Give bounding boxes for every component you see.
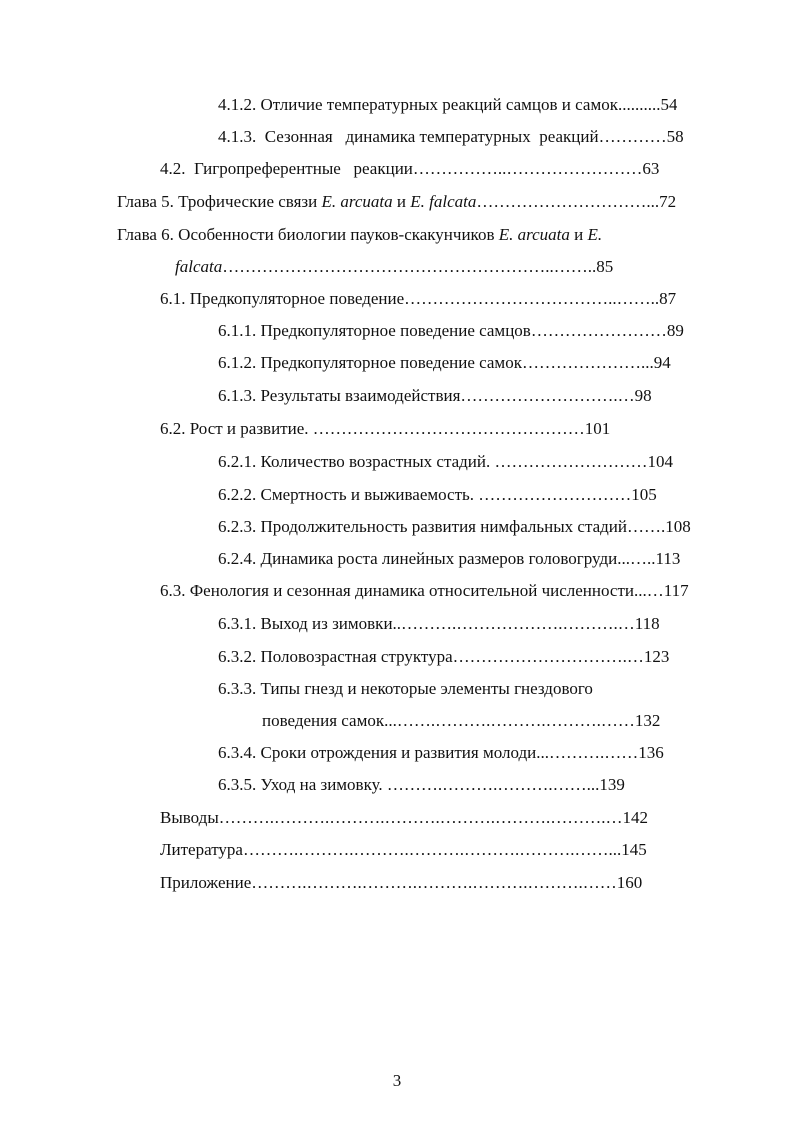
toc-text: Глава 6. Особенности биологии пауков-скакунчиков [117, 225, 499, 244]
toc-page: 54 [660, 95, 678, 114]
toc-species: falcata [175, 257, 223, 276]
toc-dots: ……………………… [494, 452, 648, 471]
toc-page: 136 [638, 743, 664, 762]
toc-page: 85 [596, 257, 614, 276]
toc-dots: ..……….……………….……….… [392, 614, 635, 633]
toc-dots: ...….. [617, 549, 656, 568]
toc-line-6-1-3 [218, 385, 652, 407]
toc-text: 6.1.1. Предкопуляторное поведение самцов [218, 321, 531, 340]
toc-page: 89 [666, 321, 684, 340]
toc-text: 6.2.3. Продолжительность развития нимфальных стадий [218, 517, 627, 536]
toc-species: E. arcuata [498, 225, 570, 244]
toc-line-6-1-1 [218, 320, 684, 342]
toc-page: 101 [584, 419, 611, 438]
toc-page: 94 [653, 353, 671, 372]
toc-line-chapter-5 [117, 191, 676, 213]
toc-line-chapter-6 [117, 224, 602, 246]
toc-dots: ………………………………..…….. [404, 289, 660, 308]
toc-dots: ……….……….……….……….……….……….……….… [218, 808, 623, 827]
toc-page: 72 [659, 192, 677, 211]
toc-dots: …………………………... [476, 192, 660, 211]
toc-line-6-2 [160, 418, 610, 440]
toc-page: 142 [622, 808, 649, 827]
toc-text: 6.1.3. Результаты взаимодействия [218, 386, 461, 405]
toc-line-6-2-1 [218, 451, 673, 473]
toc-dots: ...… [633, 581, 664, 600]
toc-dots: ……….……….……….……... [386, 775, 600, 794]
toc-page: 58 [666, 127, 684, 146]
toc-line-6-3-3-cont [262, 710, 660, 732]
toc-dots: .......... [617, 95, 661, 114]
toc-dots: ………………………………………… [312, 419, 585, 438]
toc-line-literature [160, 839, 647, 861]
toc-text: 6.2.2. Смертность и выживаемость. [218, 485, 479, 504]
toc-line-6-2-4 [218, 548, 680, 570]
toc-line-6-3-5 [218, 774, 625, 796]
toc-page: 132 [634, 711, 661, 730]
toc-text: Литература [160, 840, 243, 859]
toc-line-chapter-6-cont [175, 256, 613, 278]
toc-species: E. falcata [410, 192, 477, 211]
toc-dots: ……………………….… [460, 386, 635, 405]
toc-text: 6.2.1. Количество возрастных стадий. [218, 452, 495, 471]
toc-dots: ...……….…… [536, 743, 639, 762]
toc-dots: …………………………………………………..…….. [222, 257, 597, 276]
toc-dots: …………………... [521, 353, 654, 372]
toc-dots: ………… [598, 127, 667, 146]
toc-page: 63 [642, 159, 660, 178]
toc-dots: ……….……….……….……….……….……….……... [242, 840, 622, 859]
toc-text: 4.1.3. Сезонная динамика температурных реакций [218, 127, 599, 146]
toc-text: Выводы [160, 808, 219, 827]
toc-text: поведения самок [262, 711, 385, 730]
toc-text: Приложение [160, 873, 252, 892]
toc-text: 6.1. Предкопуляторное поведение [160, 289, 405, 308]
toc-line-6-3-4 [218, 742, 664, 764]
toc-page: 160 [616, 873, 643, 892]
toc-page: 123 [643, 647, 670, 666]
toc-page: 145 [621, 840, 647, 859]
toc-line-4-1-2 [218, 94, 677, 116]
toc-page: 98 [634, 386, 652, 405]
toc-text: 4.2. Гигропреферентные реакции [160, 159, 413, 178]
toc-dots: …………………… [530, 321, 667, 340]
toc-dots: ……. [626, 517, 666, 536]
toc-line-6-3-2 [218, 646, 669, 668]
toc-page: 105 [631, 485, 657, 504]
toc-line-6-3 [160, 580, 689, 602]
toc-dots: ……………..…………………… [412, 159, 643, 178]
toc-text: 6.3.3. Типы гнезд и некоторые элементы гнездового [218, 679, 593, 698]
toc-line-4-1-3 [218, 126, 684, 148]
toc-line-6-1 [160, 288, 676, 310]
toc-dots: ………………………….… [452, 647, 644, 666]
toc-text: и [569, 225, 588, 244]
toc-text: 6.3.4. Сроки отрождения и развития молоди [218, 743, 537, 762]
toc-dots: ……….……….……….……….……….……….…… [251, 873, 617, 892]
toc-text: 6.3.1. Выход из зимовки [218, 614, 393, 633]
toc-line-4-2 [160, 158, 659, 180]
toc-text: 4.1.2. Отличие температурных реакций самцов и самок [218, 95, 618, 114]
toc-text: и [392, 192, 411, 211]
page-number: 3 [392, 1071, 402, 1090]
toc-page: 117 [663, 581, 689, 600]
toc-line-6-2-3 [218, 516, 691, 538]
toc-page: 113 [655, 549, 681, 568]
toc-dots: ……………………… [478, 485, 632, 504]
toc-text: 6.3.2. Половозрастная структура [218, 647, 453, 666]
toc-line-6-3-1 [218, 613, 660, 635]
toc-page: 139 [599, 775, 625, 794]
toc-line-6-1-2 [218, 352, 671, 374]
toc-page: 118 [634, 614, 660, 633]
toc-text: 6.2.4. Динамика роста линейных размеров головогруди [218, 549, 618, 568]
toc-page: 87 [659, 289, 677, 308]
toc-text: 6.1.2. Предкопуляторное поведение самок [218, 353, 522, 372]
toc-species: E. [587, 225, 603, 244]
toc-text: 6.3. Фенология и сезонная динамика относительной численности [160, 581, 634, 600]
toc-line-appendix [160, 872, 642, 894]
toc-line-6-3-3 [218, 678, 593, 700]
toc-page: 108 [665, 517, 691, 536]
toc-text: Глава 5. Трофические связи [117, 192, 322, 211]
toc-species: E. arcuata [321, 192, 393, 211]
toc-text: 6.3.5. Уход на зимовку. [218, 775, 387, 794]
toc-page: 104 [647, 452, 673, 471]
toc-line-6-2-2 [218, 484, 657, 506]
toc-dots: ...…….……….……….……….…… [384, 711, 635, 730]
toc-text: 6.2. Рост и развитие. [160, 419, 313, 438]
toc-line-conclusions [160, 807, 648, 829]
